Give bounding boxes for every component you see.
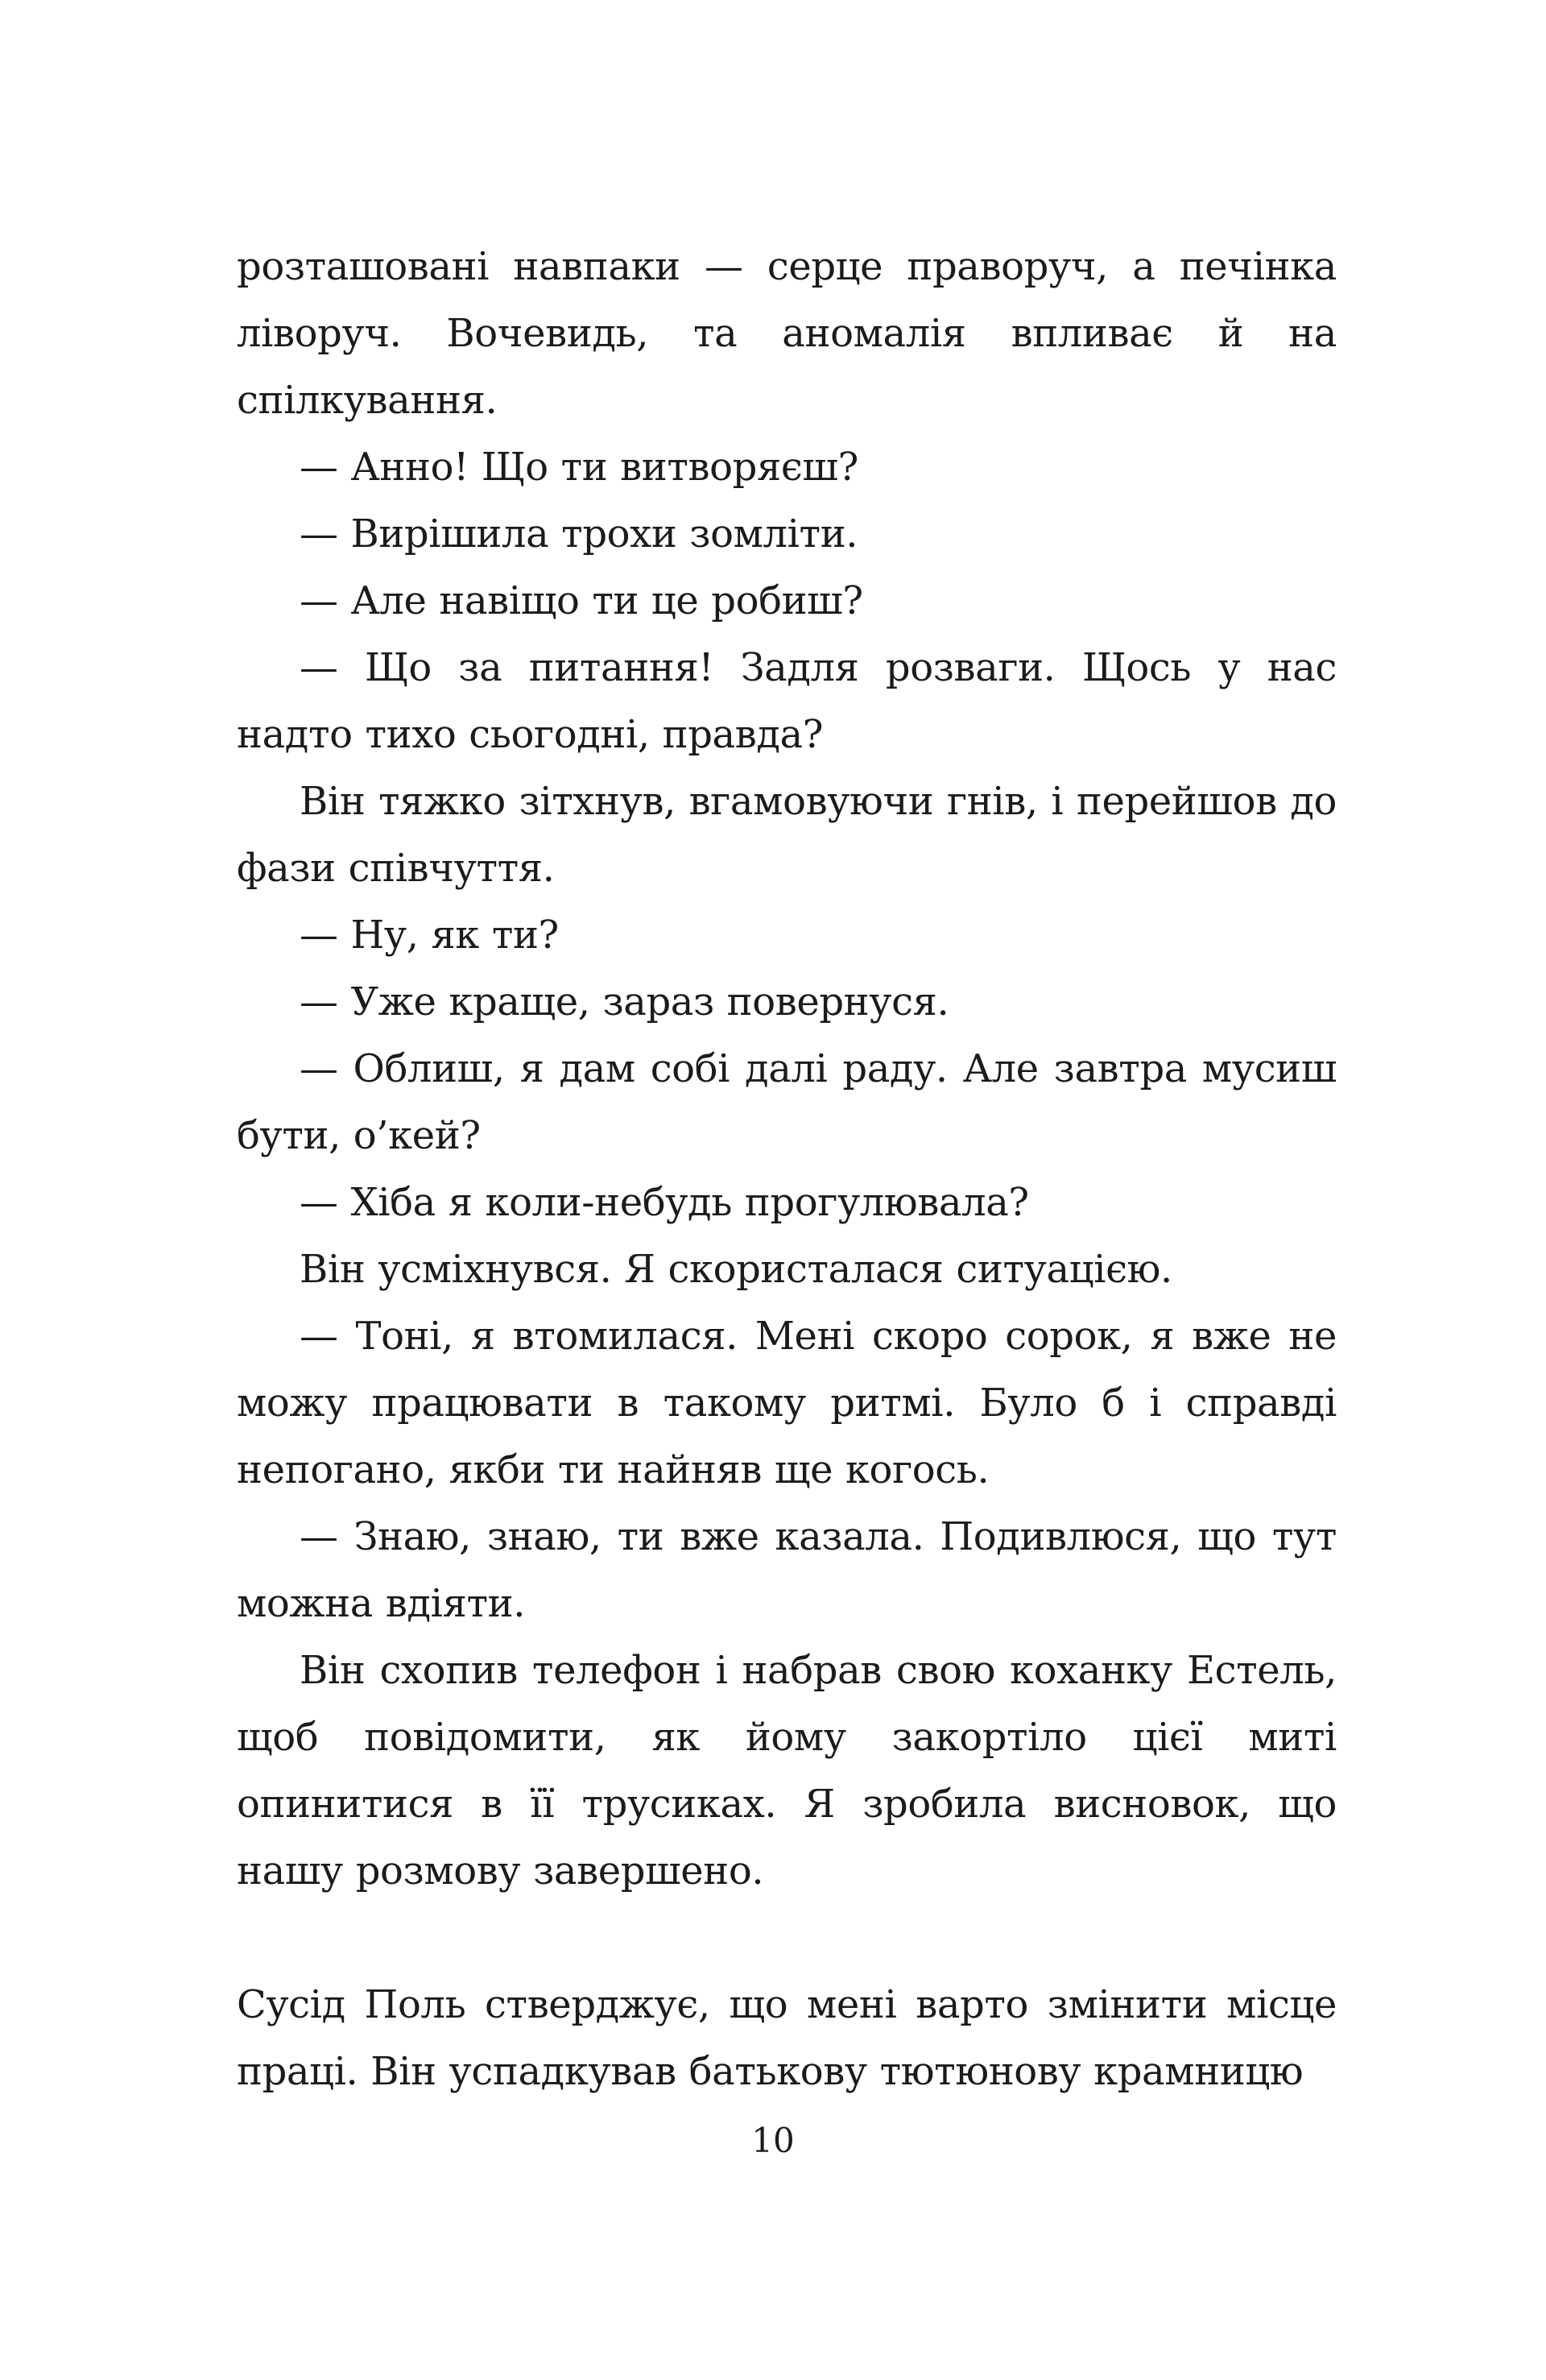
body-text	[237, 234, 1337, 2105]
section-paragraph: Сусід Поль стверджує, що мені варто змінити місце праці. Він успадкував батькову тютюнову крамницю	[237, 1982, 1337, 2094]
paragraph: Він усміхнувся. Я скористалася ситуацією.	[300, 1247, 1172, 1292]
dialogue-line: — Знаю, знаю, ти вже казала. Подивлюся, що тут можна вдіяти.	[237, 1514, 1337, 1626]
dialogue-line: — Уже краще, зараз повернуся.	[300, 979, 949, 1024]
dialogue-line: — Але навіщо ти це робиш?	[300, 578, 863, 623]
page-number: 10	[751, 2121, 795, 2160]
dialogue-line: — Хіба я коли-небудь прогулювала?	[300, 1180, 1029, 1225]
dialogue-line: — Вирішила трохи зомліти.	[300, 511, 858, 557]
paragraph: розташовані навпаки — серце праворуч, а печінка ліворуч. Вочевидь, та аномалія впливає й на спілкування.	[237, 244, 1337, 423]
dialogue-line: — Що за питання! Задля розваги. Щось у нас надто тихо сьогодні, правда?	[237, 645, 1337, 757]
paragraph: Він тяжко зітхнув, вгамовуючи гнів, і перейшов до фази співчуття.	[237, 779, 1337, 891]
dialogue-line: — Анно! Що ти витворяєш?	[300, 445, 858, 490]
dialogue-line: — Ну, як ти?	[300, 913, 559, 958]
dialogue-line: — Тоні, я втомилася. Мені скоро сорок, я вже не можу працювати в такому ритмі. Було б і справді непогано, якби ти найняв ще когось.	[237, 1314, 1337, 1492]
paragraph: Він схопив телефон і набрав свою коханку Естель, щоб повідомити, як йому закортіло цієї миті опинитися в її трусиках. Я зробила висновок, що нашу розмову завершено.	[237, 1648, 1337, 1894]
dialogue-line: — Облиш, я дам собі далі раду. Але завтра мусиш бути, о’кей?	[237, 1046, 1337, 1158]
